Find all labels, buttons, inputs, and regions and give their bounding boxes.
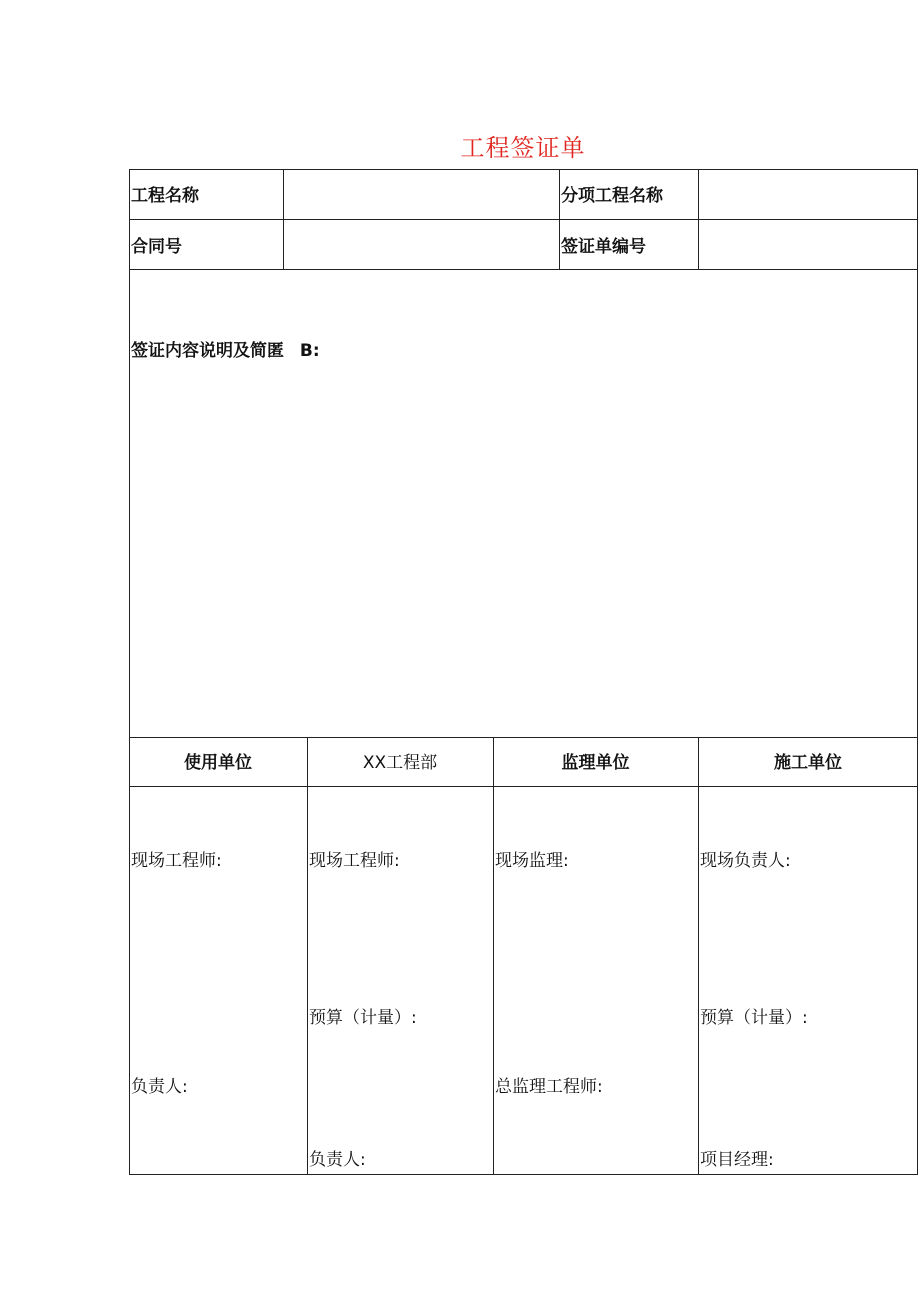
project-name-field[interactable] (287, 186, 555, 210)
contract-no-label: 合同号 (131, 237, 182, 257)
sub-project-name-label: 分项工程名称 (561, 186, 663, 206)
construction-unit-header: 施工单位 (774, 753, 842, 773)
document-title: 工程签证单 (460, 134, 586, 162)
sub-project-name-field[interactable] (702, 186, 912, 210)
contract-no-field[interactable] (287, 237, 555, 261)
visa-no-field[interactable] (702, 237, 912, 261)
visa-no-label: 签证单编号 (561, 237, 646, 257)
content-description-text: 签证内容说明及简匿 (131, 341, 284, 361)
dept-manager-label: 负责人: (309, 1150, 366, 1170)
user-site-engineer-label: 现场工程师: (131, 851, 222, 871)
project-name-label: 工程名称 (131, 186, 199, 206)
supervision-unit-header: 监理单位 (561, 753, 630, 773)
con-budget-label: 预算（计量）: (700, 1008, 808, 1028)
sup-chief-label: 总监理工程师: (495, 1077, 603, 1097)
dept-budget-label: 预算（计量）: (309, 1008, 417, 1028)
content-description-label (131, 341, 320, 361)
con-site-manager-label: 现场负责人: (700, 851, 791, 871)
content-description-suffix: B: (299, 341, 320, 361)
user-unit-header: 使用单位 (184, 753, 252, 773)
xx-dept-header: XX工程部 (362, 753, 438, 773)
user-manager-label: 负责人: (131, 1077, 188, 1097)
con-project-manager-label: 项目经理: (700, 1150, 774, 1170)
dept-site-engineer-label: 现场工程师: (309, 851, 400, 871)
sup-site-label: 现场监理: (495, 851, 569, 871)
